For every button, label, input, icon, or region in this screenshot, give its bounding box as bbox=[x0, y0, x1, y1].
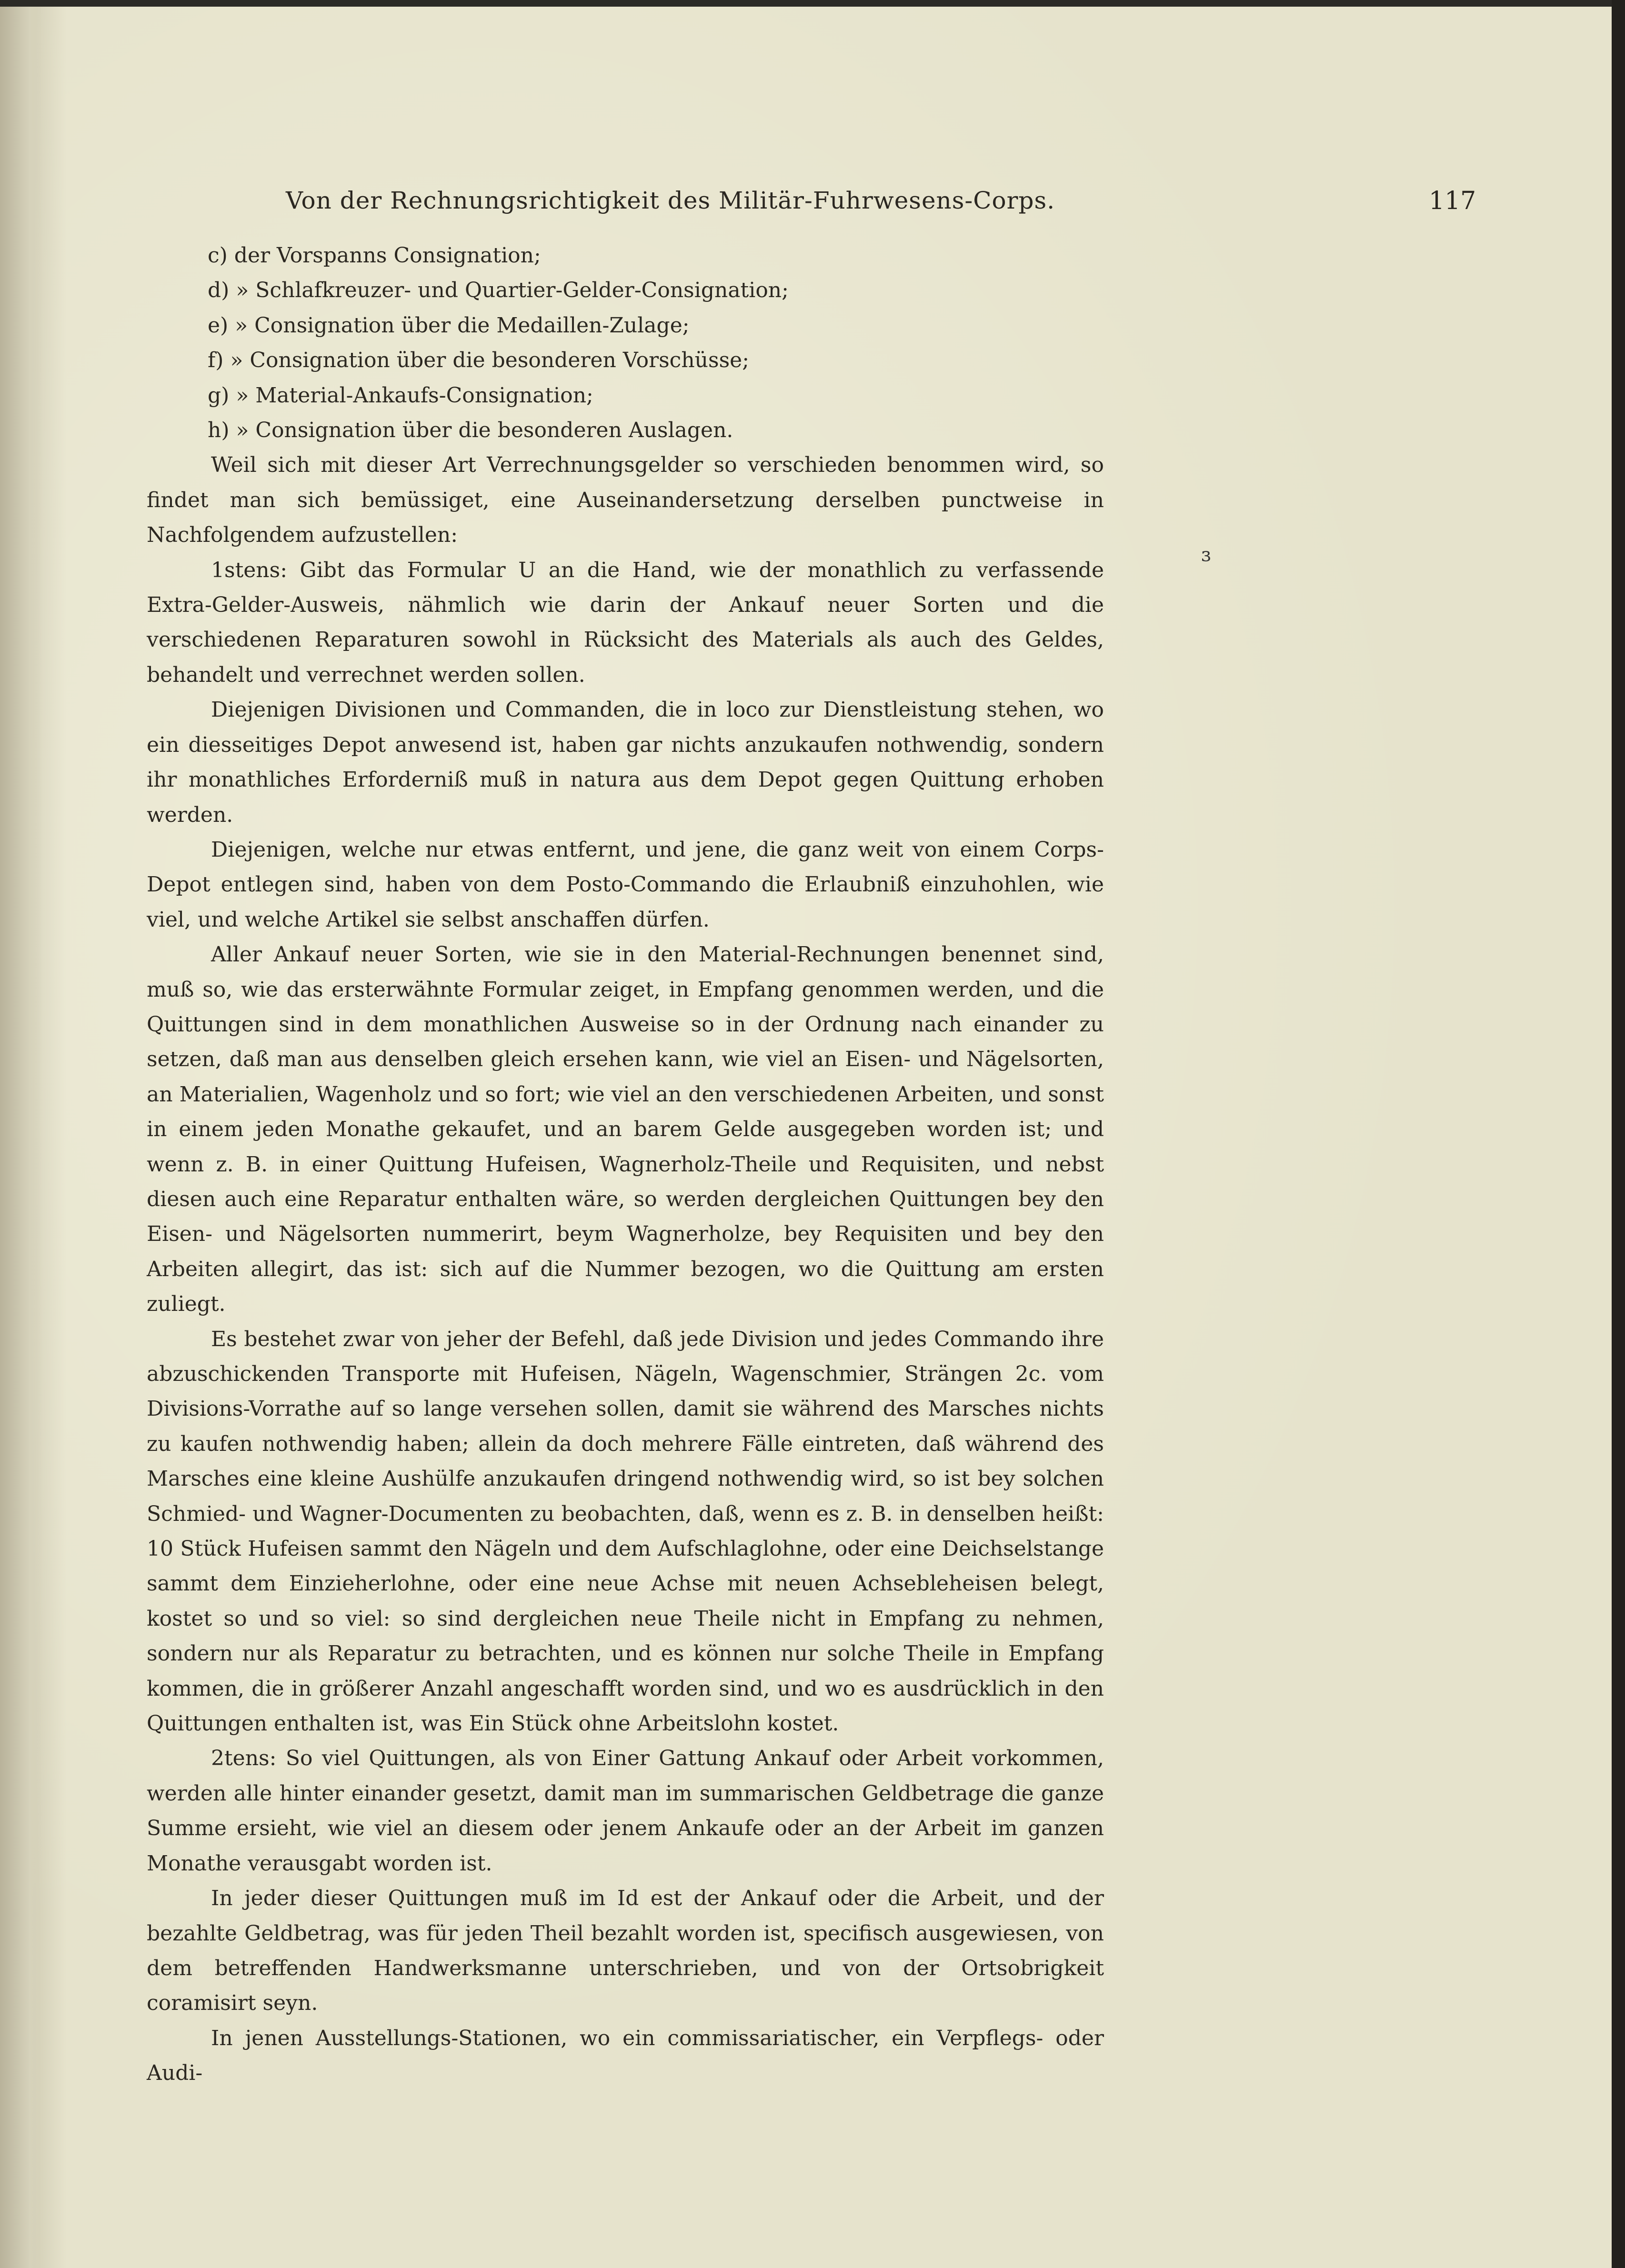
list-item-f: f) » Consignation über die besonderen Vorschüsse; bbox=[208, 348, 750, 373]
running-title: Von der Rechnungsrichtigkeit des Militär-Fuhrwesens-Corps. bbox=[286, 187, 1055, 214]
page-gutter-shadow bbox=[0, 0, 43, 2268]
margin-mark: ɜ bbox=[1201, 544, 1211, 566]
paragraph-divisionen: Diejenigen Divisionen und Commanden, die in loco zur Dienstleistung stehen, wo ein diesseitiges Depot anwesend ist, haben gar nichts anzukaufen nothwendig, sondern ihr monathliches Erforderniß muß in natura aus dem Depot gegen Quittung erhoben werden. bbox=[147, 698, 1104, 827]
paragraph-befehl: Es bestehet zwar von jeher der Befehl, daß jede Division und jedes Commando ihre abzuschickenden Transporte mit Hufeisen, Nägeln, Wagenschmier, Strängen 2c. vom Divisions-Vorrathe auf so lange versehen sollen, damit sie während des Marsches nichts zu kaufen nothwendig haben; allein da doch mehrere Fälle eintreten, daß während des Marsches eine kleine Aushülfe anzukaufen dringend nothwendig wird, so ist bey solchen Schmied- und Wagner-Documenten zu beobachten, daß, wenn es z. B. in denselben heißt: 10 Stück Hufeisen sammt den Nägeln und dem Aufschlaglohne, oder eine Deichselstange sammt dem Einzieherlohne, oder eine neue Achse mit neuen Achsebleheisen belegt, kostet so und so viel: so sind dergleichen neue Theile nicht in Empfang zu nehmen, sondern nur als Reparatur zu betrachten, und es können nur solche Theile in Empfang kommen, die in größerer Anzahl angeschafft worden sind, und wo es ausdrücklich in den Quittungen enthalten ist, was Ein Stück ohne Arbeitslohn kostet. bbox=[147, 1327, 1104, 1736]
paragraph-stationen: In jenen Ausstellungs-Stationen, wo ein commissariatischer, ein Verpflegs- oder Audi- bbox=[147, 2026, 1104, 2086]
scan-edge-right bbox=[1612, 0, 1625, 2268]
paragraph-2tens: 2tens: So viel Quittungen, als von Einer Gattung Ankauf oder Arbeit vorkommen, werden alle hinter einander gesetzt, damit man im summarischen Geldbetrage die ganze Summe ersieht, wie viel an diesem oder jenem Ankaufe oder an der Arbeit im ganzen Monathe verausgabt worden ist. bbox=[147, 1746, 1104, 1876]
page-number: 117 bbox=[1429, 187, 1476, 215]
paragraph-1stens: 1stens: Gibt das Formular U an die Hand, wie der monathlich zu verfassende Extra-Gelder-Ausweis, nähmlich wie darin der Ankauf neuer Sorten und die verschiedenen Reparaturen sowohl in Rücksicht des Materials als auch des Geldes, behandelt und verrechnet werden sollen. bbox=[147, 558, 1104, 687]
list-item-d: d) » Schlafkreuzer- und Quartier-Gelder-Consignation; bbox=[208, 278, 789, 303]
body-text bbox=[147, 238, 1104, 2091]
list-item-g: g) » Material-Ankaufs-Consignation; bbox=[208, 383, 593, 408]
list-item-c: c) der Vorspanns Consignation; bbox=[208, 243, 541, 268]
scan-edge-top bbox=[0, 0, 1625, 7]
list-item-e: e) » Consignation über die Medaillen-Zulage; bbox=[208, 313, 690, 338]
paragraph-entfernt: Diejenigen, welche nur etwas entfernt, und jene, die ganz weit von einem Corps-Depot entlegen sind, haben von dem Posto-Commando die Erlaubniß einzuhohlen, wie viel, und welche Artikel sie selbst anschaffen dürfen. bbox=[147, 837, 1104, 932]
list-item-h: h) » Consignation über die besonderen Auslagen. bbox=[208, 418, 733, 443]
paragraph-quittungen: In jeder dieser Quittungen muß im Id est der Ankauf oder die Arbeit, und der bezahlte Geldbetrag, was für jeden Theil bezahlt worden ist, specifisch ausgewiesen, von dem betreffenden Handwerksmanne unterschrieben, und von der Ortsobrigkeit coramisirt seyn. bbox=[147, 1886, 1104, 2016]
paragraph-ankauf: Aller Ankauf neuer Sorten, wie sie in den Material-Rechnungen benennet sind, muß so, wie das ersterwähnte Formular zeiget, in Empfang genommen werden, und die Quittungen sind in dem monathlichen Ausweise so in der Ordnung nach einander zu setzen, daß man aus denselben gleich ersehen kann, wie viel an Eisen- und Nägelsorten, an Materialien, Wagenholz und so fort; wie viel an den verschiedenen Arbeiten, und sonst in einem jeden Monathe gekaufet, und an barem Gelde ausgegeben worden ist; und wenn z. B. in einer Quittung Hufeisen, Wagnerholz-Theile und Requisiten, und nebst diesen auch eine Reparatur enthalten wäre, so werden dergleichen Quittungen bey den Eisen- und Nägelsorten nummerirt, beym Wagnerholze, bey Requisiten und bey den Arbeiten allegirt, das ist: sich auf die Nummer bezogen, wo die Quittung am ersten zuliegt. bbox=[147, 942, 1104, 1317]
paragraph-intro: Weil sich mit dieser Art Verrechnungsgelder so verschieden benommen wird, so findet man sich bemüssiget, eine Auseinandersetzung derselben punctweise in Nachfolgendem aufzustellen: bbox=[147, 453, 1104, 548]
